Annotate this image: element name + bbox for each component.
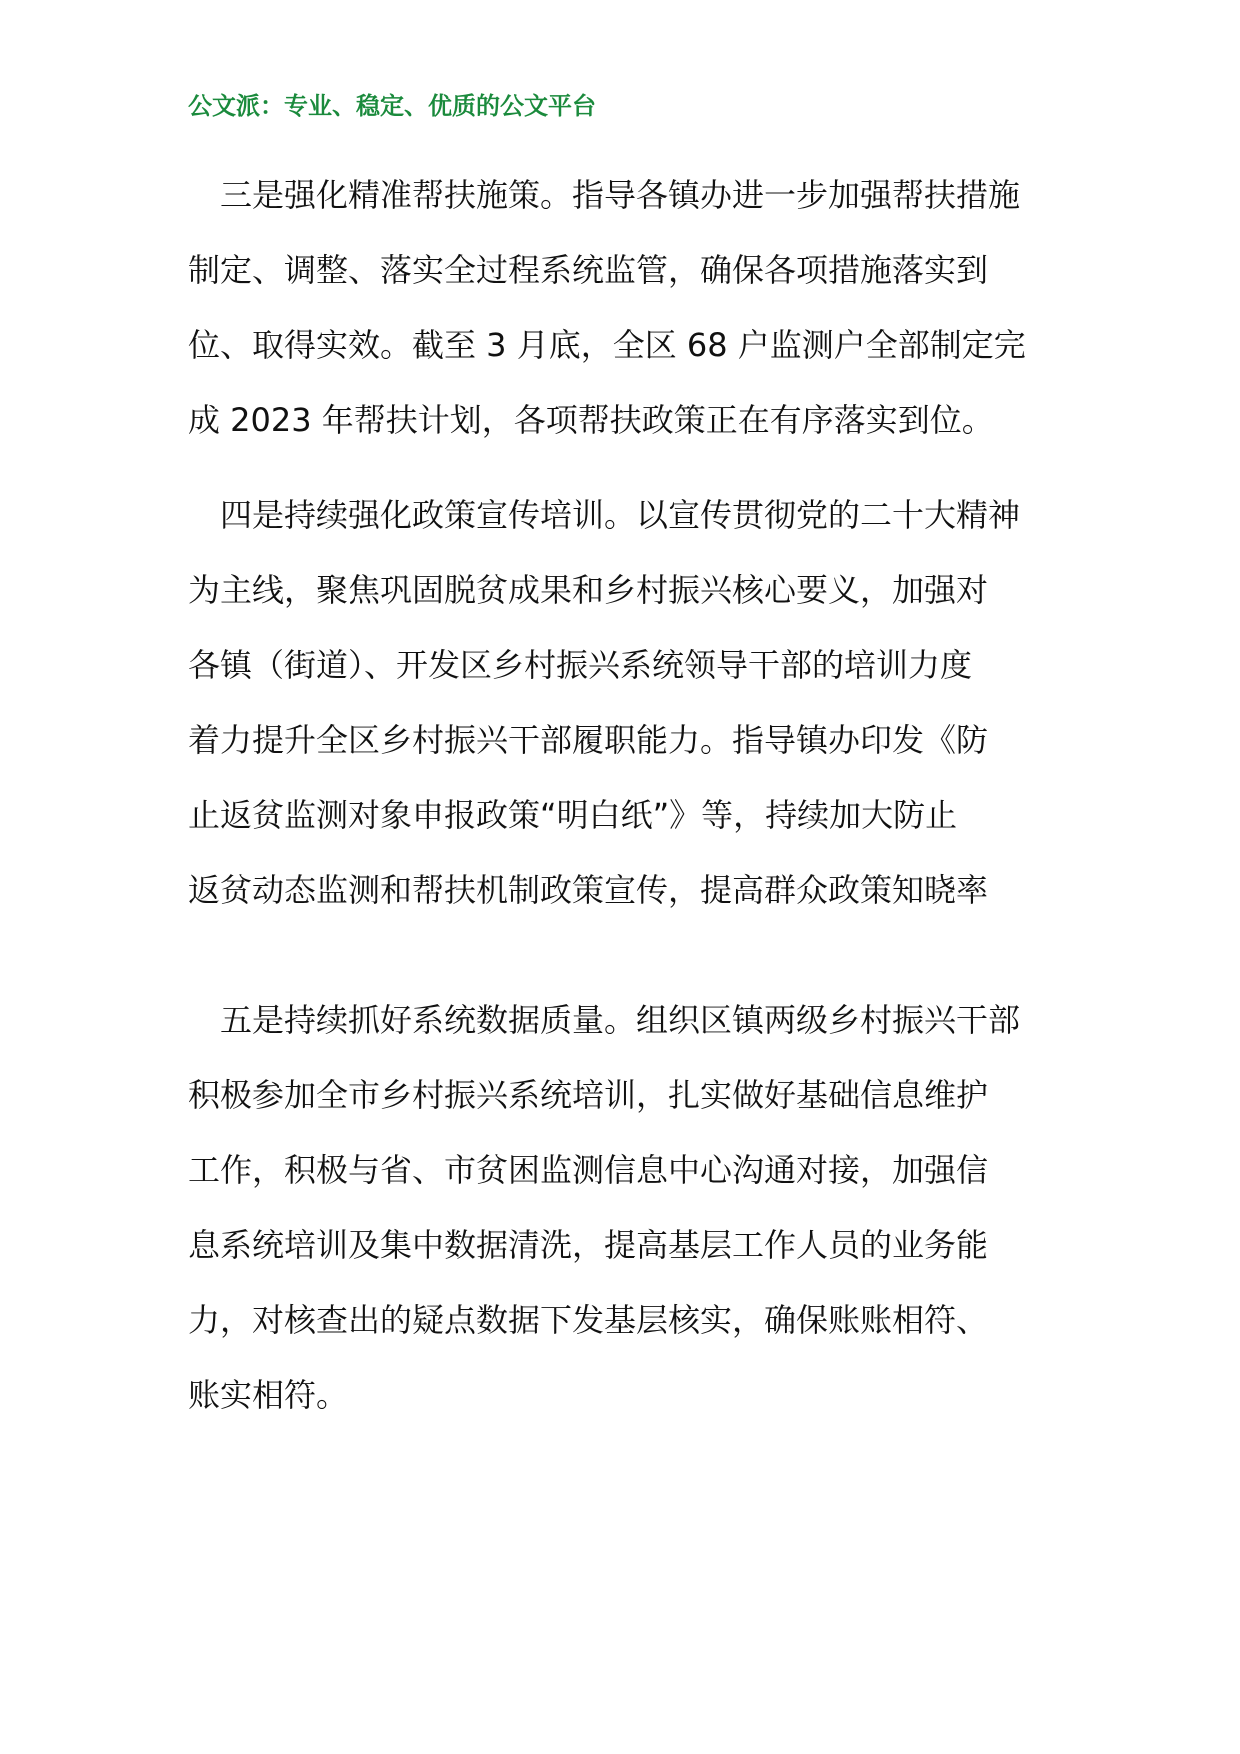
paragraph-line: 位、取得实效。截至 3 月底，全区 68 户监测户全部制定完 (188, 326, 1026, 364)
paragraph-line: 息系统培训及集中数据清洗，提高基层工作人员的业务能 (188, 1226, 989, 1264)
paragraph-line: 返贫动态监测和帮扶机制政策宣传，提高群众政策知晓率 (188, 871, 989, 909)
paragraph-line: 成 2023 年帮扶计划，各项帮扶政策正在有序落实到位。 (188, 401, 994, 439)
paragraph-line: 着力提升全区乡村振兴干部履职能力。指导镇办印发《防 (188, 721, 989, 759)
paragraph-line: 为主线，聚焦巩固脱贫成果和乡村振兴核心要义，加强对 (188, 571, 989, 609)
paragraph-line: 五是持续抓好系统数据质量。组织区镇两级乡村振兴干部 (188, 1001, 1021, 1039)
paragraph-line: 工作，积极与省、市贫困监测信息中心沟通对接，加强信 (188, 1151, 989, 1189)
paragraph-data-quality (188, 983, 1056, 1433)
paragraph-line: 各镇（街道）、开发区乡村振兴系统领导干部的培训力度 (188, 646, 973, 684)
paragraph-line: 力，对核查出的疑点数据下发基层核实，确保账账相符、 (188, 1301, 989, 1339)
paragraph-line: 四是持续强化政策宣传培训。以宣传贯彻党的二十大精神 (188, 496, 1021, 534)
paragraph-line: 三是强化精准帮扶施策。指导各镇办进一步加强帮扶措施 (188, 176, 1021, 214)
paragraph-line: 账实相符。 (188, 1376, 349, 1414)
paragraph-line: 制定、调整、落实全过程系统监管，确保各项措施落实到 (188, 251, 989, 289)
paragraph-line: 止返贫监测对象申报政策“明白纸”》等，持续加大防止 (188, 796, 958, 834)
paragraph-line: 积极参加全市乡村振兴系统培训，扎实做好基础信息维护 (188, 1076, 989, 1114)
paragraph-policy-training (188, 478, 1056, 928)
document-header: 公文派：专业、稳定、优质的公文平台 (188, 92, 596, 120)
paragraph-precise-assistance (188, 158, 1056, 458)
